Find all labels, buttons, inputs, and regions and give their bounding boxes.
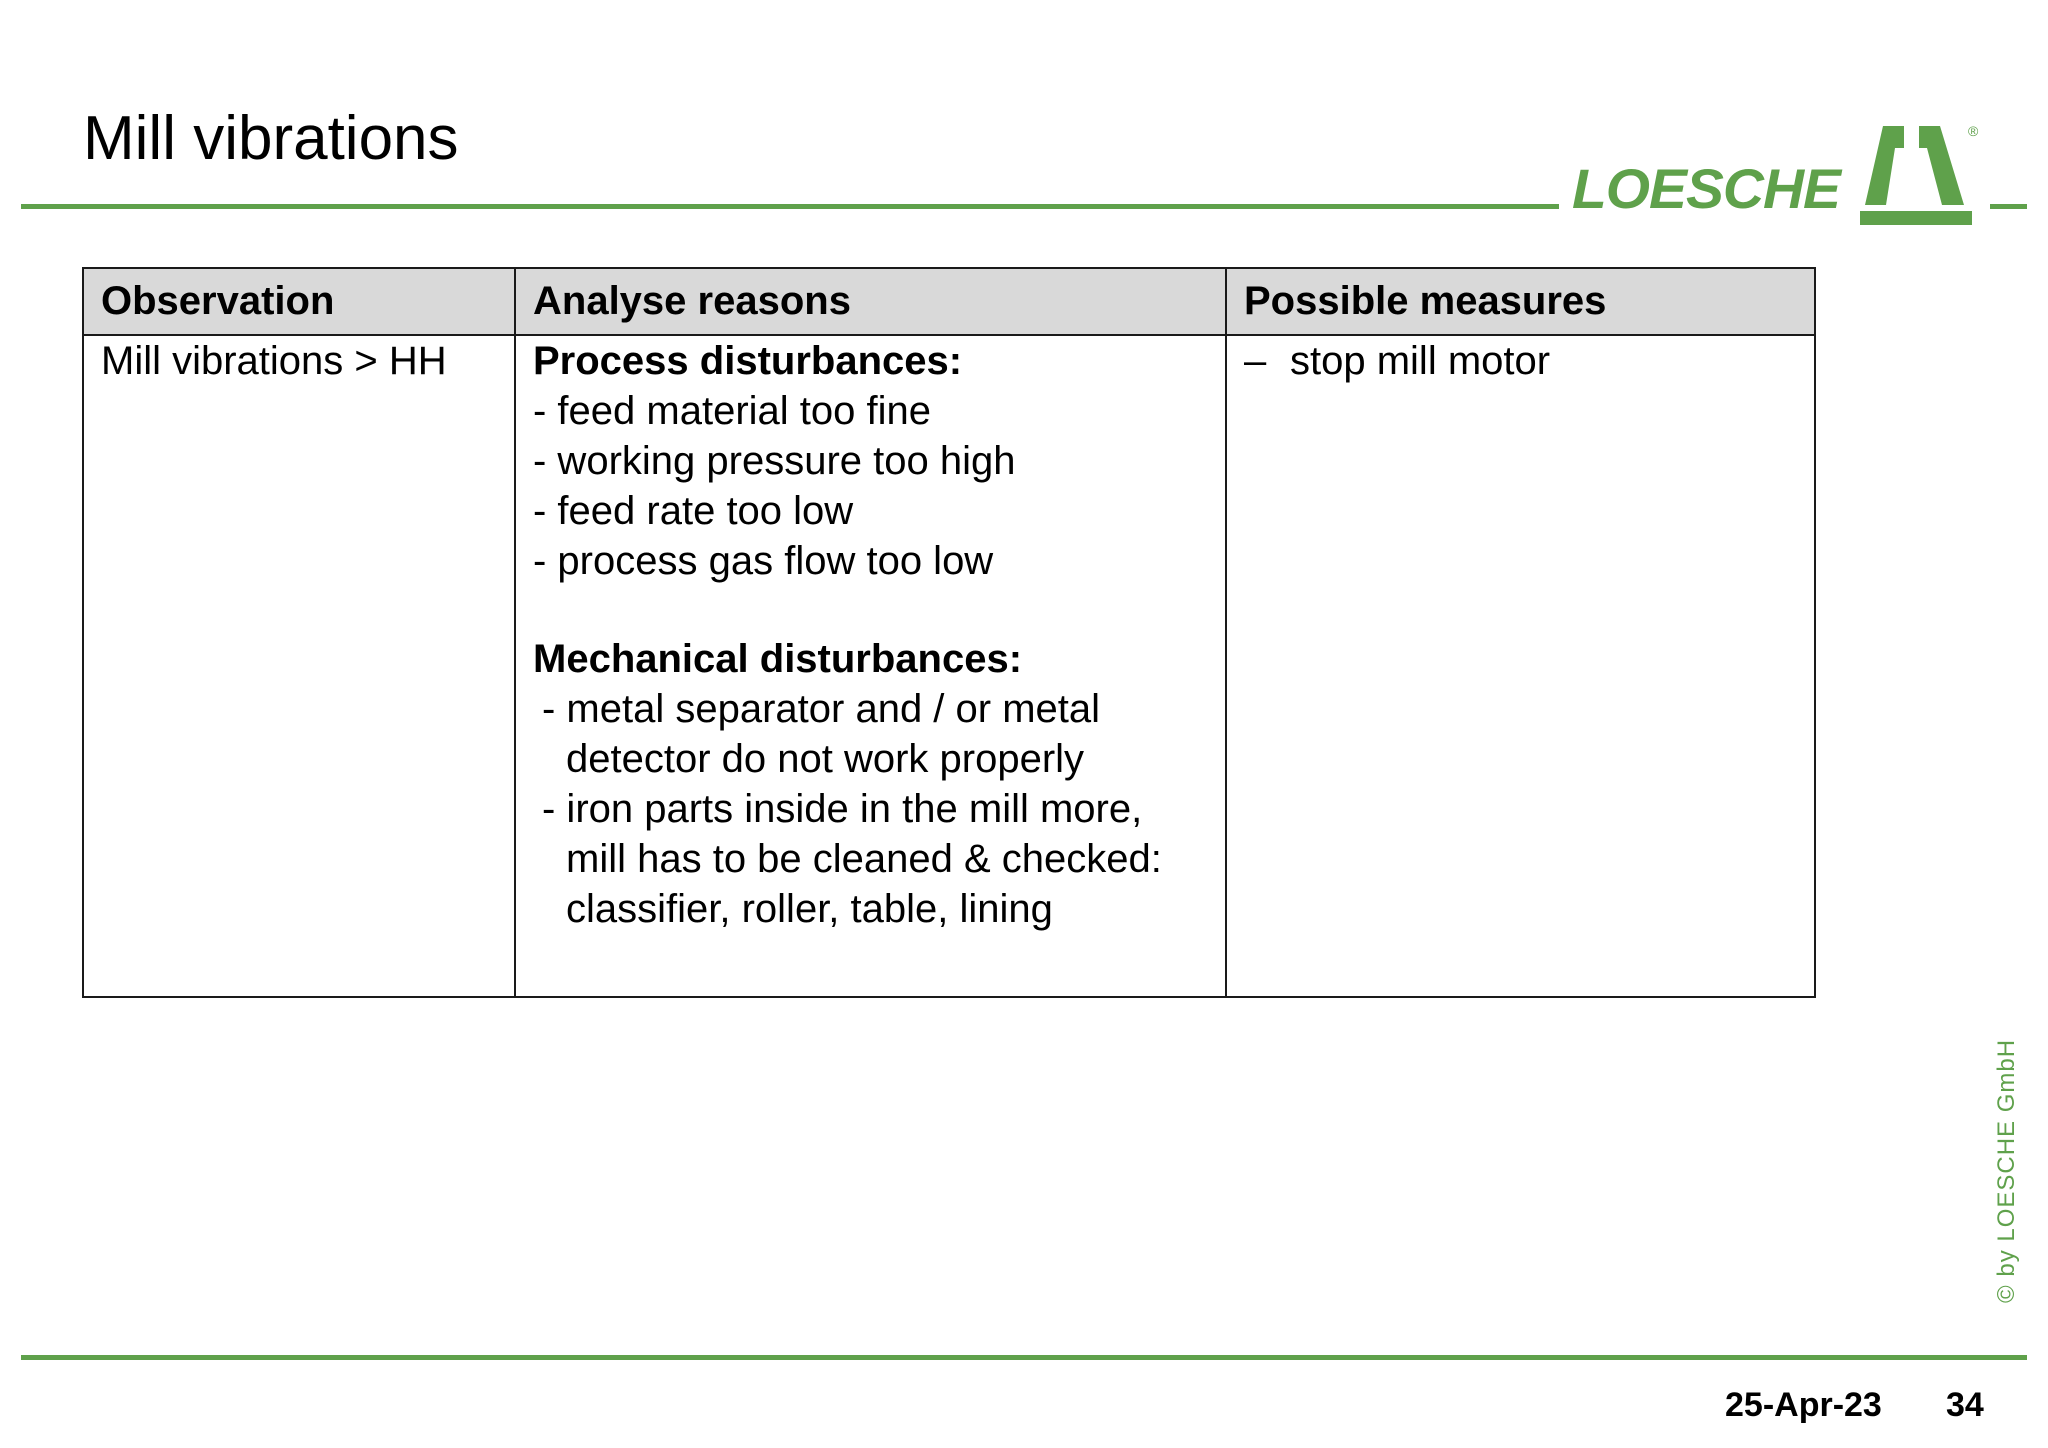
observation-cell bbox=[83, 335, 515, 997]
list-item: - metal separator and / or metal bbox=[542, 687, 1101, 731]
copyright-notice: © by LOESCHE GmbH bbox=[1993, 1038, 2020, 1303]
header-rule bbox=[21, 204, 1559, 209]
mechanical-heading: Mechanical disturbances: bbox=[533, 637, 1023, 681]
registered-mark: ® bbox=[1968, 123, 1979, 139]
dash-bullet: – bbox=[1244, 339, 1267, 383]
slide-title: Mill vibrations bbox=[83, 104, 459, 173]
footer-date: 25-Apr-23 bbox=[1725, 1386, 1882, 1424]
header-analyse-reasons: Analyse reasons bbox=[515, 268, 1226, 335]
list-item: - feed material too fine bbox=[533, 389, 931, 433]
list-item: - iron parts inside in the mill more, bbox=[542, 787, 1143, 831]
footer-rule bbox=[21, 1355, 2027, 1360]
header-observation: Observation bbox=[83, 268, 515, 335]
list-item: - working pressure too high bbox=[533, 439, 1016, 483]
header-possible-measures: Possible measures bbox=[1226, 268, 1815, 335]
measure-text: stop mill motor bbox=[1290, 339, 1551, 383]
page-number: 34 bbox=[1946, 1386, 1984, 1424]
list-item-continuation: detector do not work properly bbox=[566, 737, 1085, 781]
list-item: - process gas flow too low bbox=[533, 539, 994, 583]
loesche-logo bbox=[1570, 120, 1985, 232]
logo-mark-icon bbox=[1860, 126, 1972, 225]
process-disturbances bbox=[533, 336, 1208, 586]
list-item bbox=[1244, 336, 1797, 386]
header-rule-end bbox=[1990, 204, 2027, 209]
observation-text: Mill vibrations > HH bbox=[101, 339, 447, 383]
spacer bbox=[533, 586, 1208, 634]
list-item-continuation: mill has to be cleaned & checked: bbox=[566, 837, 1162, 881]
list-item: - feed rate too low bbox=[533, 489, 854, 533]
measures-cell bbox=[1226, 335, 1815, 997]
table-header-row bbox=[83, 268, 1815, 335]
table-row bbox=[83, 335, 1815, 997]
reasons-cell bbox=[515, 335, 1226, 997]
mechanical-disturbances bbox=[533, 634, 1208, 934]
observation-table bbox=[82, 267, 1816, 998]
process-heading: Process disturbances: bbox=[533, 339, 963, 383]
list-item-continuation: classifier, roller, table, lining bbox=[566, 887, 1053, 931]
logo-wordmark: LOESCHE bbox=[1572, 157, 1843, 220]
